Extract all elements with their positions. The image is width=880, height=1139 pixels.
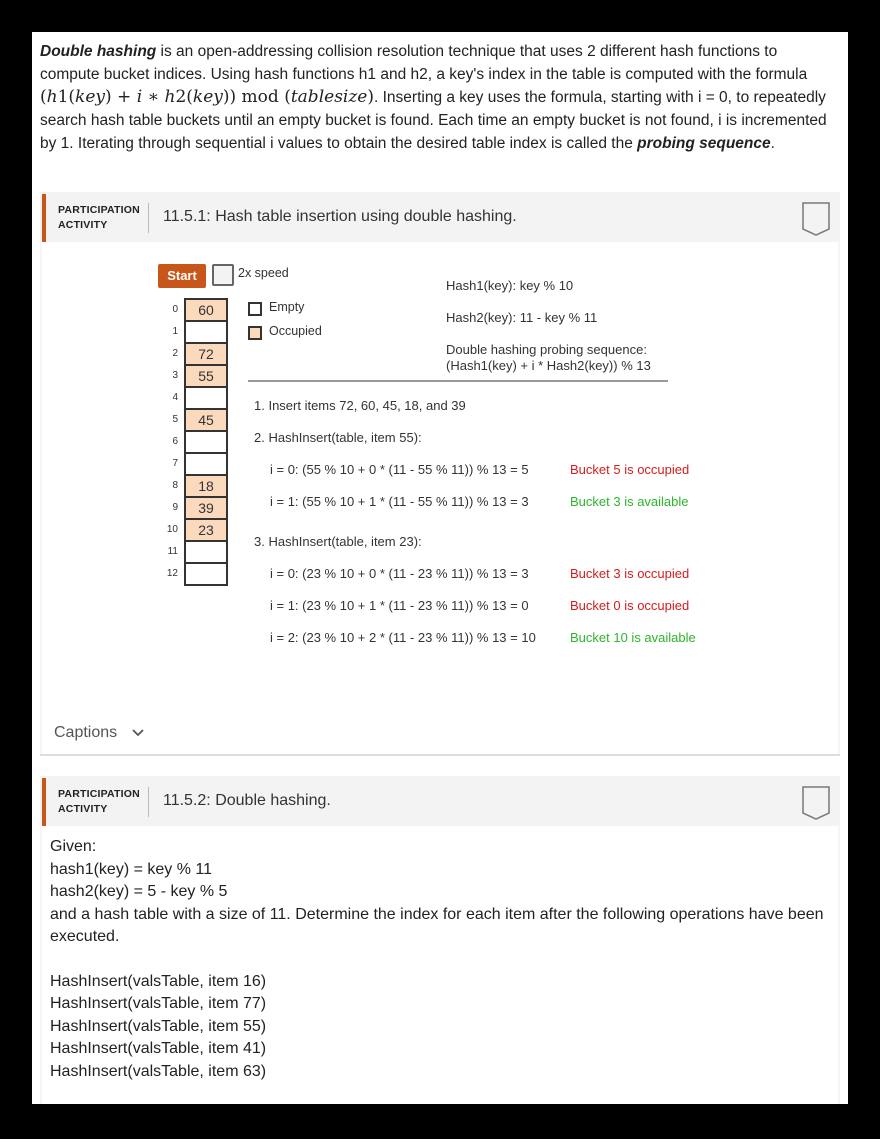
- page: [32, 32, 848, 1104]
- calc-result: Bucket 3 is available: [570, 494, 689, 509]
- bucket-index: 9: [172, 502, 178, 513]
- bookmark-icon[interactable]: [802, 202, 830, 236]
- bucket-index: 2: [172, 348, 178, 359]
- term-double-hashing: Double hashing: [40, 43, 157, 60]
- animation-panel: [42, 242, 838, 754]
- bucket-cell: [184, 320, 228, 344]
- accent-bar: [42, 194, 46, 242]
- probe-formula: (Hash1(key) + i * Hash2(key)) % 13: [446, 358, 651, 373]
- calc-row: i = 0: (55 % 10 + 0 * (11 - 55 % 11)) % 13 = 5: [270, 462, 529, 477]
- bucket-cell: 55: [184, 364, 228, 388]
- calc-row: i = 2: (23 % 10 + 2 * (11 - 23 % 11)) % 13 = 10: [270, 630, 536, 645]
- bucket-cell: 60: [184, 298, 228, 322]
- bucket-cell: 39: [184, 496, 228, 520]
- accent-bar: [42, 778, 46, 826]
- captions-toggle[interactable]: Captions: [54, 724, 144, 742]
- bucket-cell: [184, 540, 228, 564]
- calc-row: i = 1: (55 % 10 + 1 * (11 - 55 % 11)) % 13 = 3: [270, 494, 529, 509]
- bucket-index: 4: [172, 392, 178, 403]
- calc-result: Bucket 5 is occupied: [570, 462, 690, 477]
- panel-bottom-border: [40, 754, 840, 756]
- legend-empty-label: Empty: [269, 300, 305, 314]
- bucket-cell: 23: [184, 518, 228, 542]
- speed-checkbox[interactable]: [212, 264, 234, 286]
- bucket-cell: 18: [184, 474, 228, 498]
- divider: [148, 787, 149, 817]
- activity-title: 11.5.2: Double hashing.: [163, 792, 331, 809]
- intro-paragraph: Double hashing is an open-addressing collision resolution technique that uses 2 different hash functions to compute bucket indices. Using hash functions h1 and h2, a key's index in the table is computed with the formula (h1(key) + i ∗ h2(key)) mod (tablesize). Inserting a key uses the formula, starting with i = 0, to repeatedly search hash table buckets until an empty bucket is found. Each time an empty bucket is not found, i is incremented by 1. Iterating through sequential i values to obtain the desired table index is called the probing sequence.: [40, 43, 827, 152]
- term-probing-sequence: probing sequence: [637, 135, 771, 152]
- step-3: 3. HashInsert(table, item 23):: [254, 534, 422, 549]
- bucket-index: 1: [172, 326, 178, 337]
- legend-occupied-label: Occupied: [269, 324, 322, 338]
- calc-result: Bucket 3 is occupied: [570, 566, 690, 581]
- operation-line: HashInsert(valsTable, item 63): [50, 1062, 267, 1080]
- operation-line: HashInsert(valsTable, item 41): [50, 1040, 267, 1057]
- participation-activity-1: [40, 192, 840, 756]
- bucket-index: 6: [172, 436, 178, 447]
- operation-line: HashInsert(valsTable, item 77): [50, 995, 267, 1012]
- bucket-index: 0: [172, 304, 178, 315]
- bucket-cell: 72: [184, 342, 228, 366]
- chevron-down-icon: [132, 728, 144, 738]
- bucket-index: 3: [172, 370, 178, 381]
- calc-result: Bucket 0 is occupied: [570, 598, 690, 613]
- calc-row: i = 1: (23 % 10 + 1 * (11 - 23 % 11)) % 13 = 0: [270, 598, 529, 613]
- bucket-index: 12: [166, 568, 178, 579]
- bucket-cell: [184, 452, 228, 476]
- separator: [248, 380, 668, 382]
- hash2-def: Hash2(key): 11 - key % 11: [446, 310, 598, 325]
- step-1: 1. Insert items 72, 60, 45, 18, and 39: [254, 398, 466, 413]
- start-button[interactable]: Start: [158, 264, 206, 288]
- bucket-cell: [184, 562, 228, 586]
- participation-activity-2: [40, 776, 840, 1104]
- activity-title: 11.5.1: Hash table insertion using double hashing.: [163, 208, 517, 225]
- activity-header: [40, 776, 840, 826]
- bucket-index: 11: [167, 546, 178, 557]
- question-panel: [42, 826, 838, 1104]
- operation-line: HashInsert(valsTable, item 16): [50, 972, 267, 990]
- bucket-cell: [184, 430, 228, 454]
- bucket-index: 7: [172, 458, 178, 469]
- bucket-index: 5: [172, 414, 178, 425]
- activity-label: PARTICIPATION ACTIVITY: [58, 204, 140, 231]
- speed-label: 2x speed: [238, 266, 289, 280]
- calc-row: i = 0: (23 % 10 + 0 * (11 - 23 % 11)) % 13 = 3: [270, 566, 529, 581]
- calc-result: Bucket 10 is available: [570, 630, 696, 645]
- legend-empty-swatch: [248, 302, 262, 316]
- activity-label: PARTICIPATION ACTIVITY: [58, 788, 140, 815]
- bucket-cell: 45: [184, 408, 228, 432]
- question-text: Given: hash1(key) = key % 11 hash2(key) = 5 - key % 5 and a hash table with a size of 11. Determine the index for each item after the following operations have been executed. HashInsert(valsTable, item 16) HashInsert(valsTable, item 77) HashInsert(valsTable, item 55) HashInsert(valsTable, item 41) HashInsert(valsTable, item 63): [42, 826, 838, 1083]
- bookmark-icon[interactable]: [802, 786, 830, 820]
- formula: (h1(key) + i ∗ h2(key)) mod (tablesize): [40, 87, 375, 107]
- bucket-index: 8: [172, 480, 178, 491]
- operation-line: HashInsert(valsTable, item 55): [50, 1017, 267, 1035]
- hash1-def: Hash1(key): key % 10: [446, 278, 574, 293]
- legend-occupied-swatch: [248, 326, 262, 340]
- probe-title: Double hashing probing sequence:: [446, 342, 647, 357]
- divider: [148, 203, 149, 233]
- step-2: 2. HashInsert(table, item 55):: [254, 430, 422, 445]
- bucket-index: 10: [166, 524, 178, 535]
- bucket-cell: [184, 386, 228, 410]
- activity-header: [40, 192, 840, 242]
